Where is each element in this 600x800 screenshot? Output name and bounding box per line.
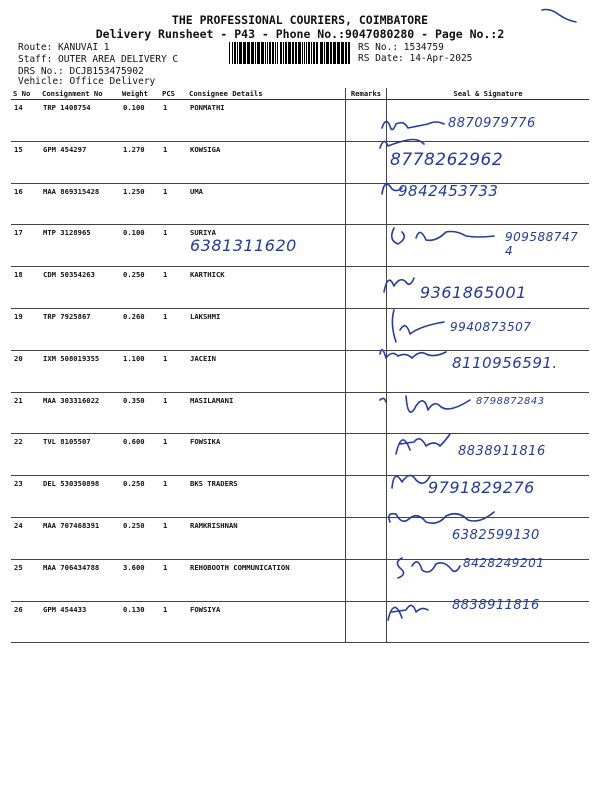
row-remarks bbox=[346, 476, 387, 518]
row-consignee: BKS TRADERS bbox=[187, 476, 346, 518]
row-weight: 0.100 bbox=[120, 100, 160, 142]
row-weight: 1.100 bbox=[120, 350, 160, 392]
row-pcs: 1 bbox=[160, 559, 187, 601]
handwritten-phone: 9095887474 bbox=[505, 230, 579, 258]
row-remarks bbox=[346, 225, 387, 267]
handwritten-phone: 8838911816 bbox=[458, 444, 546, 459]
handwritten-phone: 8798872843 bbox=[476, 396, 545, 407]
row-remarks bbox=[346, 434, 387, 476]
rs-number: RS No.: 1534759 bbox=[358, 42, 444, 53]
row-consignee: REHOBOOTH COMMUNICATION bbox=[187, 559, 346, 601]
row-sno: 17 bbox=[11, 225, 40, 267]
row-consignment: MAA 706434788 bbox=[40, 559, 120, 601]
vehicle-label: Vehicle: Office Delivery bbox=[18, 76, 156, 87]
row-pcs: 1 bbox=[160, 601, 187, 643]
row-pcs: 1 bbox=[160, 267, 187, 309]
row-remarks bbox=[346, 517, 387, 559]
row-consignment: GPM 454433 bbox=[40, 601, 120, 643]
row-consignment: CDM 50354263 bbox=[40, 267, 120, 309]
row-consignee: UMA bbox=[187, 183, 346, 225]
row-weight: 0.250 bbox=[120, 476, 160, 518]
row-consignment: TRP 1408754 bbox=[40, 100, 120, 142]
row-consignee: RAMKRISHNAN bbox=[187, 517, 346, 559]
handwritten-phone: 9791829276 bbox=[428, 478, 535, 497]
barcode-icon bbox=[229, 42, 353, 64]
row-pcs: 1 bbox=[160, 392, 187, 434]
row-sno: 20 bbox=[11, 350, 40, 392]
col-weight: Weight bbox=[120, 88, 160, 100]
row-consignment: MAA 869315428 bbox=[40, 183, 120, 225]
row-sno: 23 bbox=[11, 476, 40, 518]
row-consignee: JACEIN bbox=[187, 350, 346, 392]
route-label: Route: KANUVAI 1 bbox=[18, 42, 110, 53]
row-sno: 26 bbox=[11, 601, 40, 643]
row-weight: 1.250 bbox=[120, 183, 160, 225]
row-consignment: GPM 454297 bbox=[40, 141, 120, 183]
row-sno: 18 bbox=[11, 267, 40, 309]
signature-icon bbox=[392, 424, 454, 460]
row-remarks bbox=[346, 559, 387, 601]
handwritten-phone: 8110956591. bbox=[452, 354, 558, 372]
row-pcs: 1 bbox=[160, 350, 187, 392]
handwritten-note: 6381311620 bbox=[190, 236, 297, 255]
row-pcs: 1 bbox=[160, 434, 187, 476]
row-consignee: LAKSHMI bbox=[187, 308, 346, 350]
signature-icon bbox=[392, 552, 462, 582]
handwritten-phone: 8838911816 bbox=[452, 598, 540, 613]
row-consignment: IXM 508019355 bbox=[40, 350, 120, 392]
row-weight: 1.270 bbox=[120, 141, 160, 183]
table-header-row bbox=[11, 88, 589, 100]
row-consignee: SURIYA bbox=[187, 225, 346, 267]
row-consignment: MAA 707468391 bbox=[40, 517, 120, 559]
row-consignment: TRP 7925867 bbox=[40, 308, 120, 350]
row-weight: 0.350 bbox=[120, 392, 160, 434]
row-pcs: 1 bbox=[160, 308, 187, 350]
row-consignee: KARTHICK bbox=[187, 267, 346, 309]
signature-icon bbox=[380, 178, 404, 200]
handwritten-phone: 8778262962 bbox=[390, 150, 504, 170]
handwritten-phone: 9842453733 bbox=[398, 182, 499, 200]
row-pcs: 1 bbox=[160, 100, 187, 142]
company-name: THE PROFESSIONAL COURIERS, COIMBATORE bbox=[171, 13, 429, 27]
row-weight: 0.250 bbox=[120, 517, 160, 559]
row-consignee: FOWSIKA bbox=[187, 434, 346, 476]
col-remarks: Remarks bbox=[346, 88, 387, 100]
row-consignment: TVL 8105507 bbox=[40, 434, 120, 476]
corner-pen-mark bbox=[540, 6, 580, 26]
signature-icon bbox=[384, 504, 496, 534]
handwritten-phone: 8870979776 bbox=[448, 116, 536, 131]
row-pcs: 1 bbox=[160, 141, 187, 183]
signature-icon bbox=[388, 462, 432, 496]
row-weight: 0.600 bbox=[120, 434, 160, 476]
handwritten-phone: 6382599130 bbox=[452, 528, 540, 543]
row-weight: 0.250 bbox=[120, 267, 160, 309]
row-consignee: MASILAMANI bbox=[187, 392, 346, 434]
row-consignee: PONMATHI bbox=[187, 100, 346, 142]
row-sno: 14 bbox=[11, 100, 40, 142]
row-weight: 3.600 bbox=[120, 559, 160, 601]
col-sno: S No bbox=[11, 88, 40, 100]
row-pcs: 1 bbox=[160, 476, 187, 518]
col-seal-signature: Seal & Signature bbox=[387, 88, 590, 100]
row-sno: 19 bbox=[11, 308, 40, 350]
row-weight: 0.260 bbox=[120, 308, 160, 350]
staff-label: Staff: OUTER AREA DELIVERY C bbox=[18, 54, 179, 65]
row-weight: 0.100 bbox=[120, 225, 160, 267]
drs-number: DRS No.: DCJB153475902 bbox=[18, 66, 144, 77]
row-sno: 16 bbox=[11, 183, 40, 225]
handwritten-phone: 9361865001 bbox=[420, 283, 527, 302]
row-sno: 15 bbox=[11, 141, 40, 183]
row-consignment: MTP 3128965 bbox=[40, 225, 120, 267]
handwritten-phone: 9940873507 bbox=[450, 320, 532, 334]
row-weight: 0.130 bbox=[120, 601, 160, 643]
col-pcs: PCS bbox=[160, 88, 187, 100]
runsheet-title: Delivery Runsheet - P43 - Phone No.:9047080280 - Page No.:2 bbox=[95, 27, 505, 41]
row-sno: 22 bbox=[11, 434, 40, 476]
row-pcs: 1 bbox=[160, 183, 187, 225]
row-consignee: FOWSIYA bbox=[187, 601, 346, 643]
row-sno: 25 bbox=[11, 559, 40, 601]
row-pcs: 1 bbox=[160, 517, 187, 559]
row-consignee: KOWSIGA bbox=[187, 141, 346, 183]
signature-icon bbox=[384, 592, 434, 626]
handwritten-phone: 8428249201 bbox=[463, 556, 545, 570]
col-consignee: Consignee Details bbox=[187, 88, 346, 100]
row-remarks bbox=[346, 601, 387, 643]
signature-icon bbox=[378, 386, 474, 426]
signature-icon bbox=[380, 268, 416, 298]
row-consignment: DEL 530350898 bbox=[40, 476, 120, 518]
signature-icon bbox=[376, 340, 452, 374]
signature-icon bbox=[386, 218, 508, 254]
row-consignment: MAA 303316022 bbox=[40, 392, 120, 434]
row-sno: 24 bbox=[11, 517, 40, 559]
rs-date: RS Date: 14-Apr-2025 bbox=[358, 53, 473, 64]
col-consignment: Consignment No bbox=[40, 88, 120, 100]
row-sno: 21 bbox=[11, 392, 40, 434]
signature-icon bbox=[378, 112, 448, 160]
row-pcs: 1 bbox=[160, 225, 187, 267]
